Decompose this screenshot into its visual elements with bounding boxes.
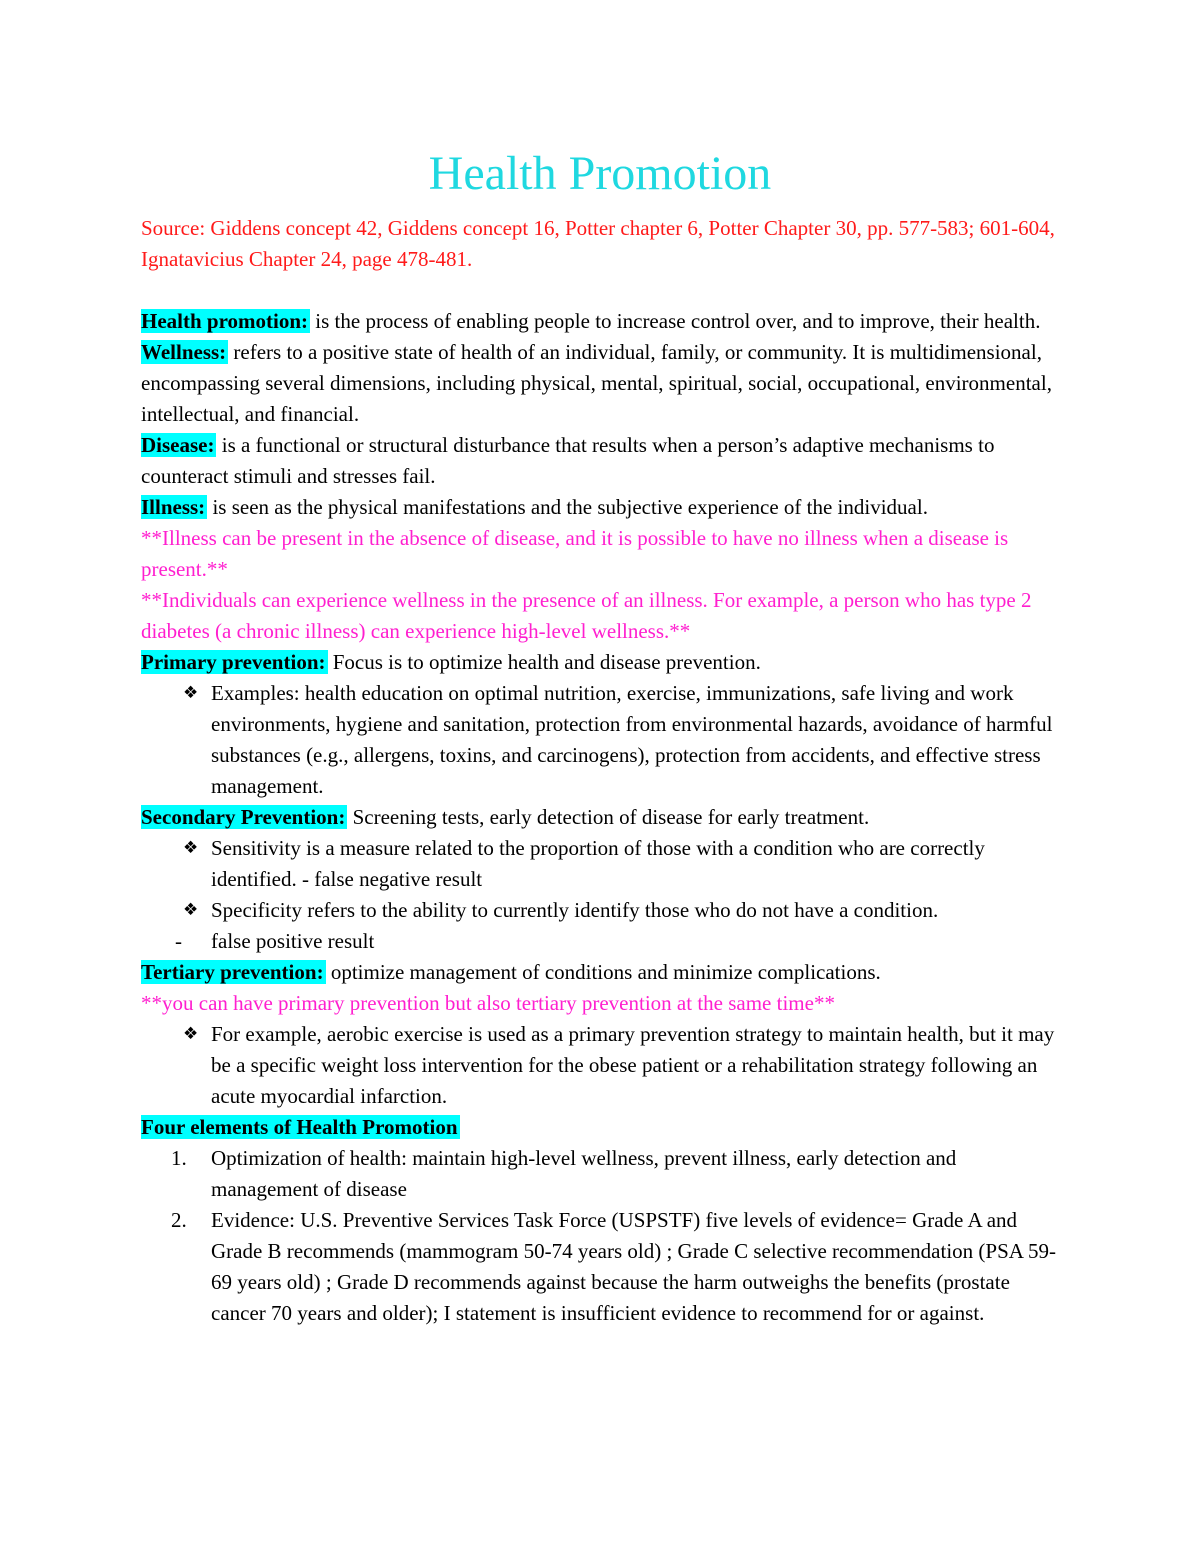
definition-illness xyxy=(141,492,1066,523)
note-illness-disease: **Illness can be present in the absence of disease, and it is possible to have no illness when a disease is present.** xyxy=(141,526,1009,581)
blank-line xyxy=(141,275,1066,306)
section-four-elements xyxy=(141,1112,1066,1143)
list-item-text: Optimization of health: maintain high-level wellness, prevent illness, early detection and management of disease xyxy=(211,1146,957,1201)
list-item xyxy=(183,895,1066,926)
term-highlight: Health promotion: xyxy=(141,309,309,333)
section-primary-prevention xyxy=(141,647,1066,678)
diamond-bullet-icon: ❖ xyxy=(183,900,199,920)
definition-disease xyxy=(141,430,1066,492)
section-tertiary-prevention xyxy=(141,957,1066,988)
list-item-text: false positive result xyxy=(211,929,375,953)
definition-health-promotion xyxy=(141,306,1066,337)
definition-text: refers to a positive state of health of an individual, family, or community. It is multidimensional, encompassing several dimensions, including physical, mental, spiritual, social, occupational, environmental, intellectual, and financial. xyxy=(141,340,1052,426)
term-highlight: Primary prevention: xyxy=(141,650,326,674)
list-item xyxy=(171,1143,1066,1205)
list-item-text: Specificity refers to the ability to currently identify those who do not have a condition. xyxy=(211,898,939,922)
document-body xyxy=(141,213,1066,1329)
secondary-bullet-list xyxy=(141,833,1066,926)
definition-text: is seen as the physical manifestations and the subjective experience of the individual. xyxy=(207,495,928,519)
term-highlight: Wellness: xyxy=(141,340,227,364)
source-citation: Source: Giddens concept 42, Giddens concept 16, Potter chapter 6, Potter Chapter 30, pp. 577-583; 601-604, Ignatavicius Chapter 24, page 478-481. xyxy=(141,216,1055,271)
list-item xyxy=(183,1019,1066,1112)
note-wellness-illness: **Individuals can experience wellness in the presence of an illness. For example, a person who has type 2 diabetes (a chronic illness) can experience high-level wellness.** xyxy=(141,588,1032,643)
list-item-text: Evidence: U.S. Preventive Services Task Force (USPSTF) five levels of evidence= Grade A and Grade B recommends (mammogram 50-74 years old) ; Grade C selective recommendation (PSA 59-69 years old) ; Grade D recommends against because the harm outweighs the benefits (prostate cancer 70 years and older); I statement is insufficient evidence to recommend for or against. xyxy=(211,1208,1057,1325)
definition-text: Screening tests, early detection of disease for early treatment. xyxy=(347,805,870,829)
definition-text: optimize management of conditions and minimize complications. xyxy=(325,960,881,984)
definition-text: is the process of enabling people to increase control over, and to improve, their health. xyxy=(310,309,1041,333)
definition-wellness xyxy=(141,337,1066,430)
term-highlight: Disease: xyxy=(141,433,215,457)
diamond-bullet-icon: ❖ xyxy=(183,683,199,703)
list-item xyxy=(183,833,1066,895)
list-number: 2. xyxy=(171,1208,187,1232)
tertiary-bullet-list xyxy=(141,1019,1066,1112)
list-item xyxy=(171,1205,1066,1329)
definition-text: Focus is to optimize health and disease prevention. xyxy=(327,650,761,674)
diamond-bullet-icon: ❖ xyxy=(183,1024,199,1044)
term-highlight: Secondary Prevention: xyxy=(141,805,346,829)
list-number: 1. xyxy=(171,1146,187,1170)
note-primary-tertiary: **you can have primary prevention but also tertiary prevention at the same time** xyxy=(141,991,835,1015)
dash-list-item xyxy=(141,926,1066,957)
term-highlight: Four elements of Health Promotion xyxy=(141,1115,458,1139)
list-item-text: For example, aerobic exercise is used as a primary prevention strategy to maintain health, but it may be a specific weight loss intervention for the obese patient or a rehabilitation strategy following an acute myocardial infarction. xyxy=(211,1022,1055,1108)
list-item-text: Examples: health education on optimal nutrition, exercise, immunizations, safe living and work environments, hygiene and sanitation, protection from environmental hazards, avoidance of harmful substances (e.g., allergens, toxins, and carcinogens), protection from accidents, and effective stress management. xyxy=(211,681,1053,798)
primary-bullet-list xyxy=(141,678,1066,802)
term-highlight: Tertiary prevention: xyxy=(141,960,324,984)
dash-bullet: - xyxy=(175,929,182,953)
definition-text: is a functional or structural disturbance that results when a person’s adaptive mechanisms to counteract stimuli and stresses fail. xyxy=(141,433,995,488)
page-title: Health Promotion xyxy=(428,147,772,200)
list-item xyxy=(183,678,1066,802)
diamond-bullet-icon: ❖ xyxy=(183,838,199,858)
section-secondary-prevention xyxy=(141,802,1066,833)
list-item-text: Sensitivity is a measure related to the proportion of those with a condition who are correctly identified. - false negative result xyxy=(211,836,985,891)
term-highlight: Illness: xyxy=(141,495,206,519)
four-elements-list xyxy=(141,1143,1066,1329)
